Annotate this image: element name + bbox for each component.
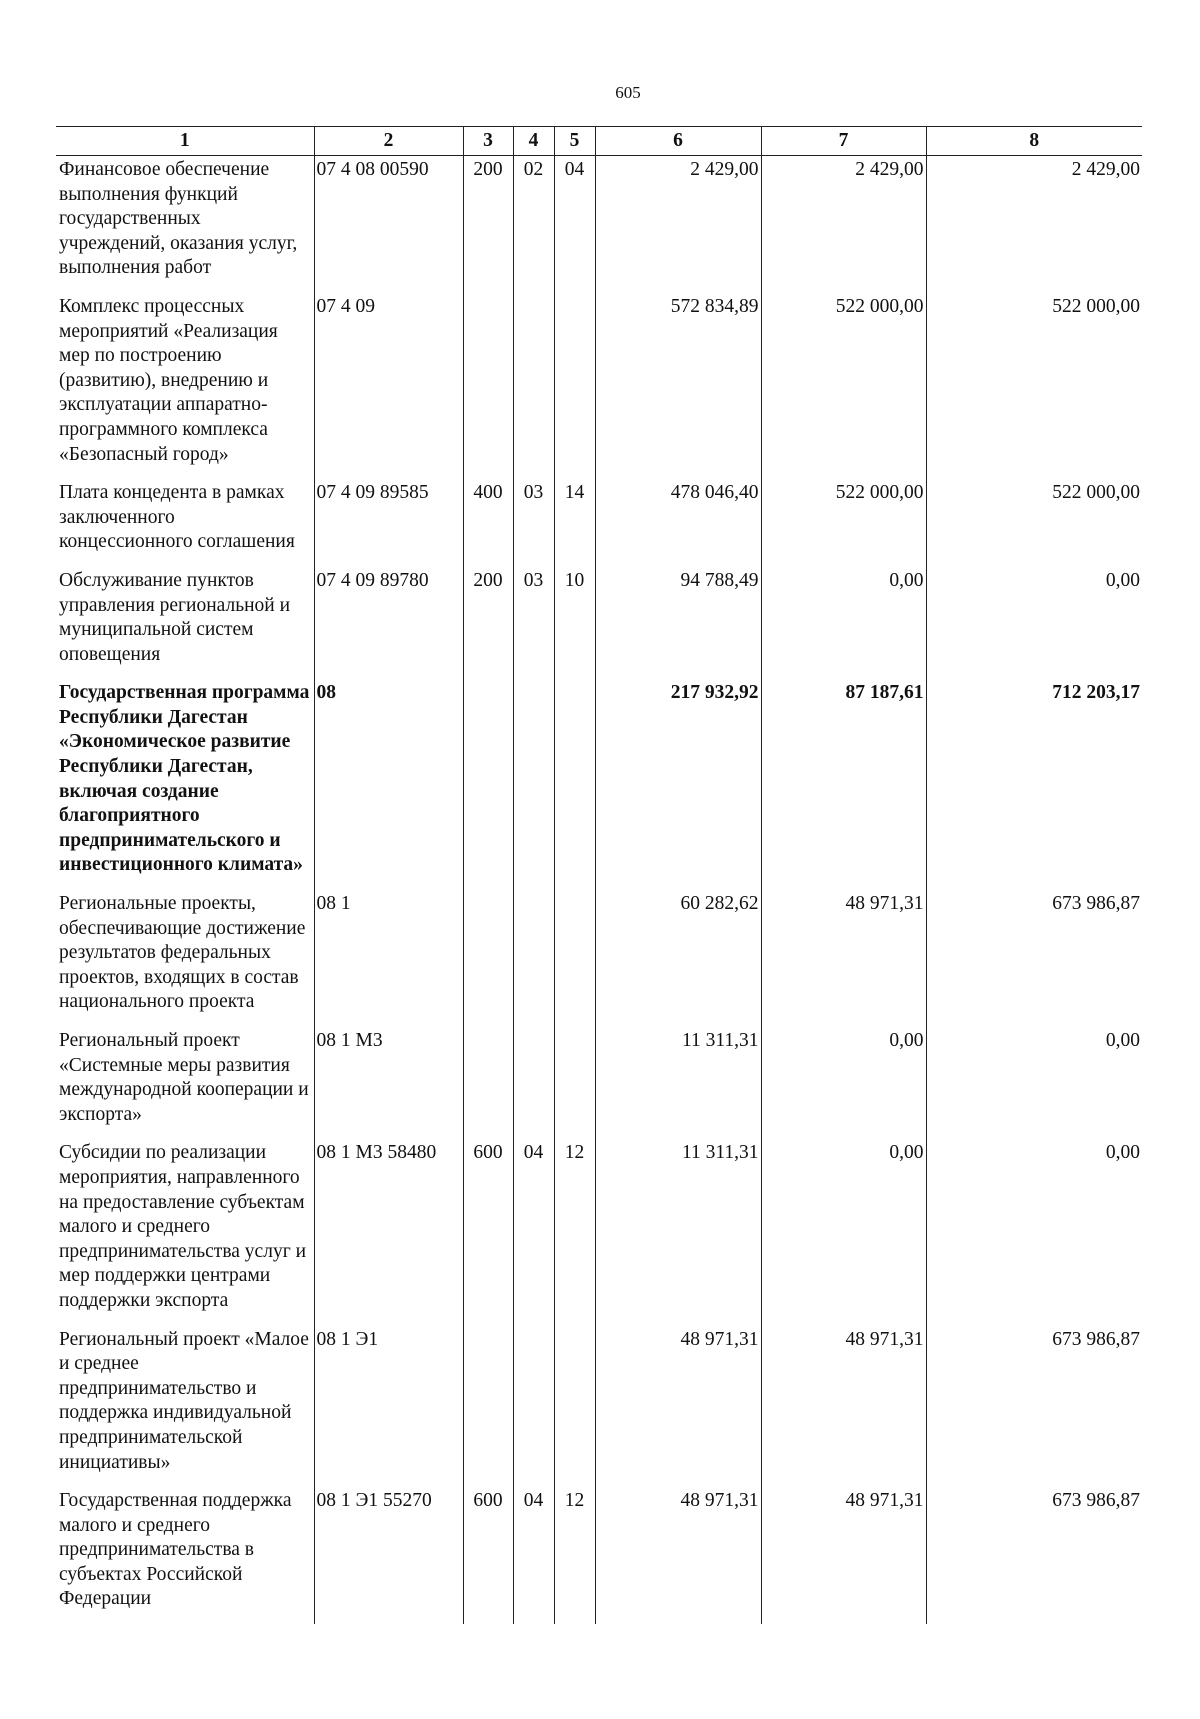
row-name-cell: Обслуживание пунктов управления региональной и муниципальной систем оповещения [56, 567, 314, 679]
row-code-cell: 08 1 М3 58480 [314, 1139, 463, 1325]
row-section-cell: 02 [513, 156, 554, 293]
column-header-3: 3 [463, 127, 513, 156]
row-amount-col7-cell: 2 429,00 [761, 156, 926, 293]
row-cost-type-cell: 200 [463, 156, 513, 293]
row-cost-type-cell [463, 1326, 513, 1488]
row-subsection-cell [554, 1326, 595, 1488]
row-subsection-cell: 10 [554, 567, 595, 679]
row-amount-col7-cell: 522 000,00 [761, 293, 926, 479]
row-amount-col6-cell: 217 932,92 [595, 679, 761, 890]
row-amount-col6-cell: 11 311,31 [595, 1027, 761, 1139]
row-amount-col8-cell: 673 986,87 [926, 1326, 1142, 1488]
row-amount-col8-cell: 673 986,87 [926, 1487, 1142, 1624]
row-name-cell: Финансовое обеспечение выполнения функций государственных учреждений, оказания услуг, выполнения работ [56, 156, 314, 293]
table-body [56, 156, 1142, 1625]
row-subsection-cell [554, 679, 595, 890]
row-section-cell [513, 293, 554, 479]
page-number: 605 [615, 83, 641, 102]
row-name-cell: Плата концедента в рамках заключенного концессионного соглашения [56, 479, 314, 567]
budget-table [56, 126, 1142, 1624]
row-code-cell: 08 1 Э1 55270 [314, 1487, 463, 1624]
row-amount-col8-cell: 522 000,00 [926, 293, 1142, 479]
row-amount-col7-cell: 48 971,31 [761, 1487, 926, 1624]
row-amount-col8-cell: 712 203,17 [926, 679, 1142, 890]
row-cost-type-cell [463, 293, 513, 479]
row-code-cell: 08 [314, 679, 463, 890]
column-header-7: 7 [761, 127, 926, 156]
row-section-cell: 03 [513, 567, 554, 679]
row-cost-type-cell: 600 [463, 1139, 513, 1325]
row-section-cell [513, 1027, 554, 1139]
row-name-cell: Субсидии по реализации мероприятия, направленного на предоставление субъектам малого и среднего предпринимательства услуг и мер поддержки центрами поддержки экспорта [56, 1139, 314, 1325]
column-header-4: 4 [513, 127, 554, 156]
row-section-cell [513, 1326, 554, 1488]
table-row [56, 890, 1142, 1027]
row-name-cell: Государственная поддержка малого и среднего предпринимательства в субъектах Российской Федерации [56, 1487, 314, 1624]
row-amount-col8-cell: 673 986,87 [926, 890, 1142, 1027]
row-section-cell: 04 [513, 1487, 554, 1624]
table-row [56, 293, 1142, 479]
row-name-cell: Государственная программа Республики Дагестан «Экономическое развитие Республики Дагестан, включая создание благоприятного предпринимательского и инвестиционного климата» [56, 679, 314, 890]
column-header-2: 2 [314, 127, 463, 156]
row-name-cell: Комплекс процессных мероприятий «Реализация мер по построению (развитию), внедрению и эксплуатации аппаратно-программного комплекса «Безопасный город» [56, 293, 314, 479]
column-header-8: 8 [926, 127, 1142, 156]
column-header-5: 5 [554, 127, 595, 156]
row-subsection-cell: 14 [554, 479, 595, 567]
row-amount-col7-cell: 0,00 [761, 1139, 926, 1325]
row-subsection-cell [554, 890, 595, 1027]
row-amount-col8-cell: 522 000,00 [926, 479, 1142, 567]
row-amount-col8-cell: 0,00 [926, 1027, 1142, 1139]
row-name-cell: Региональный проект «Системные меры развития международной кооперации и экспорта» [56, 1027, 314, 1139]
row-amount-col6-cell: 2 429,00 [595, 156, 761, 293]
row-subsection-cell [554, 293, 595, 479]
row-amount-col8-cell: 2 429,00 [926, 156, 1142, 293]
row-amount-col7-cell: 522 000,00 [761, 479, 926, 567]
table-row [56, 1139, 1142, 1325]
row-amount-col8-cell: 0,00 [926, 567, 1142, 679]
row-cost-type-cell: 400 [463, 479, 513, 567]
row-amount-col6-cell: 478 046,40 [595, 479, 761, 567]
row-amount-col6-cell: 94 788,49 [595, 567, 761, 679]
table-row [56, 567, 1142, 679]
row-section-cell: 04 [513, 1139, 554, 1325]
row-cost-type-cell [463, 1027, 513, 1139]
row-subsection-cell: 04 [554, 156, 595, 293]
row-amount-col7-cell: 48 971,31 [761, 890, 926, 1027]
row-amount-col6-cell: 60 282,62 [595, 890, 761, 1027]
row-subsection-cell: 12 [554, 1139, 595, 1325]
row-name-cell: Региональный проект «Малое и среднее предпринимательство и поддержка индивидуальной предпринимательской инициативы» [56, 1326, 314, 1488]
column-header-6: 6 [595, 127, 761, 156]
row-amount-col7-cell: 0,00 [761, 567, 926, 679]
row-cost-type-cell: 200 [463, 567, 513, 679]
row-amount-col7-cell: 48 971,31 [761, 1326, 926, 1488]
row-section-cell [513, 890, 554, 1027]
row-amount-col7-cell: 0,00 [761, 1027, 926, 1139]
row-amount-col6-cell: 48 971,31 [595, 1487, 761, 1624]
row-section-cell [513, 679, 554, 890]
row-amount-col6-cell: 48 971,31 [595, 1326, 761, 1488]
row-amount-col6-cell: 572 834,89 [595, 293, 761, 479]
table-row [56, 1487, 1142, 1624]
row-code-cell: 07 4 09 89780 [314, 567, 463, 679]
row-code-cell: 08 1 Э1 [314, 1326, 463, 1488]
row-cost-type-cell [463, 890, 513, 1027]
table-row [56, 679, 1142, 890]
row-code-cell: 08 1 М3 [314, 1027, 463, 1139]
row-amount-col6-cell: 11 311,31 [595, 1139, 761, 1325]
row-code-cell: 07 4 08 00590 [314, 156, 463, 293]
row-cost-type-cell [463, 679, 513, 890]
row-subsection-cell [554, 1027, 595, 1139]
row-code-cell: 07 4 09 89585 [314, 479, 463, 567]
row-code-cell: 07 4 09 [314, 293, 463, 479]
table-row [56, 156, 1142, 293]
row-cost-type-cell: 600 [463, 1487, 513, 1624]
table-header-row [56, 127, 1142, 156]
row-section-cell: 03 [513, 479, 554, 567]
table-row [56, 1027, 1142, 1139]
row-name-cell: Региональные проекты, обеспечивающие достижение результатов федеральных проектов, входящих в состав национального проекта [56, 890, 314, 1027]
table-row [56, 1326, 1142, 1488]
column-header-1: 1 [56, 127, 314, 156]
row-subsection-cell: 12 [554, 1487, 595, 1624]
table-row [56, 479, 1142, 567]
row-code-cell: 08 1 [314, 890, 463, 1027]
row-amount-col8-cell: 0,00 [926, 1139, 1142, 1325]
row-amount-col7-cell: 87 187,61 [761, 679, 926, 890]
